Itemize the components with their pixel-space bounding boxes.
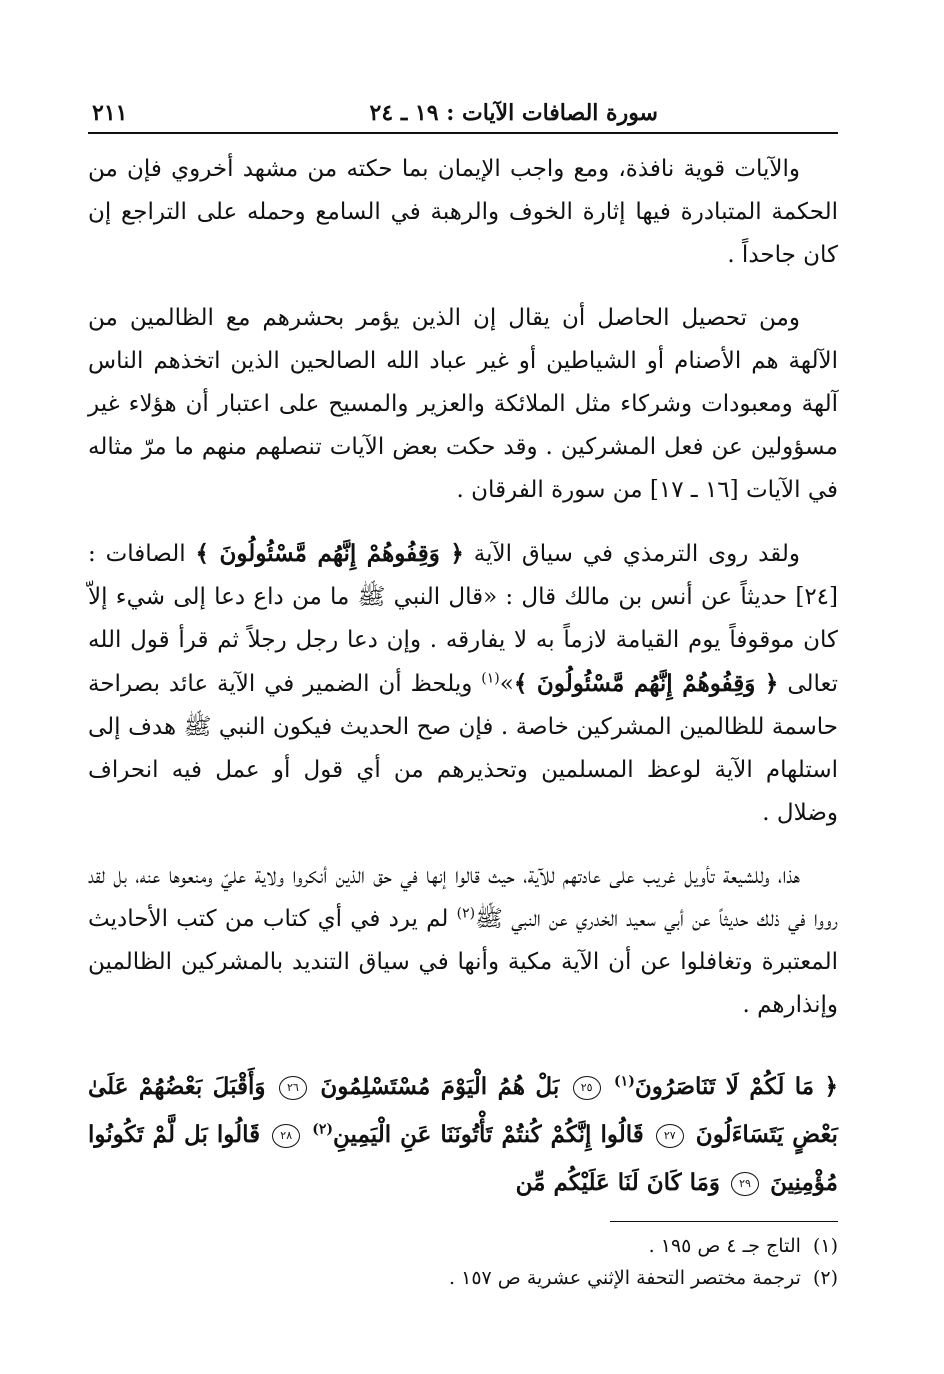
verse-30-start: وَمَا كَانَ لَنَا عَلَيْكُم مِّن (515, 1169, 721, 1196)
paragraph-3-intro: ولقد روى الترمذي في سياق الآية (473, 541, 801, 567)
verse-26: بَلْ هُمُ الْيَوْمَ مُسْتَسْلِمُونَ (320, 1073, 560, 1100)
verse-number-27: ٢٧ (656, 1124, 684, 1148)
footnote-1 (88, 1230, 838, 1262)
footnote-ref[interactable]: (٢) (456, 905, 476, 922)
footnote-ref[interactable]: (٢) (312, 1121, 334, 1138)
paragraph-2: ومن تحصيل الحاصل أن يقال إن الذين يؤمر بحشرهم مع الظالمين من الآلهة هم الأصنام أو الشياطين أو غير عباد الله الصالحين الذين اتخذهم الناس آلهة ومعبودات وشركاء مثل الملائكة والعزير والمسيح على اعتبار أن هؤلاء غير مسؤولين عن فعل المشركين . وقد حكت بعض الآيات تنصلهم منهم ما مرّ مثاله في الآيات [١٦ ـ ١٧] من سورة الفرقان . (88, 305, 838, 503)
verse-open-bracket: ﴿ (824, 1073, 838, 1100)
surah-reference: الصافات : [٢٤] (88, 541, 839, 610)
book-page (88, 96, 838, 1294)
footnote-text: التاج جـ ٤ ص ١٩٥ . (648, 1235, 801, 1257)
running-title: سورة الصافات الآيات : ١٩ ـ ٢٤ (369, 100, 658, 126)
quran-quote: ﴿ وَقِفُوهُمْ إِنَّهُم مَّسْئُولُونَ ﴾ (513, 670, 779, 697)
verse-27: وَأَقْبَلَ بَعْضُهُمْ عَلَىٰ بَعْضٍ يَتَسَاءَلُونَ (88, 1073, 838, 1148)
quran-verses (88, 1063, 838, 1207)
quote-close: » (499, 671, 514, 697)
verse-28: قَالُوا إِنَّكُمْ كُنتُمْ تَأْتُونَنَا عَنِ الْيَمِينِ (333, 1121, 644, 1148)
main-text (88, 148, 838, 1027)
footnote-ref[interactable]: (١) (481, 670, 500, 687)
footnote-divider (610, 1221, 838, 1222)
footnote-mark: (١) (812, 1235, 838, 1257)
verse-number-26: ٢٦ (279, 1076, 307, 1100)
paragraph-4 (88, 855, 838, 1027)
verse-number-25: ٢٥ (573, 1076, 601, 1100)
verse-25: مَا لَكُمْ لَا تَنَاصَرُونَ (634, 1073, 815, 1100)
footnote-2 (88, 1262, 838, 1294)
paragraph-4-start: هذا، وللشيعة تأويل غريب على عادتهم للآية، حيث قالوا إنها في حق الذين أنكروا ولاية عليّ ومنعوها عنه، بل لقد رووا في ذلك حديثاً عن أبي سعيد الخدري عن النبي ﷺ (88, 863, 838, 932)
footnote-ref[interactable]: (١) (614, 1073, 635, 1090)
paragraph-1: والآيات قوية نافذة، ومع واجب الإيمان بما حكته من مشهد أخروي فإن من الحكمة المتبادرة فيها إثارة الخوف والرهبة في السامع وحمله على التراجع إن كان جاحداً . (88, 156, 838, 268)
footnote-mark: (٢) (812, 1267, 838, 1289)
footnote-text: ترجمة مختصر التحفة الإثني عشرية ص ١٥٧ . (449, 1267, 801, 1289)
footnotes (88, 1230, 838, 1294)
page-header (88, 96, 838, 134)
paragraph-3-end: ويلحظ أن الضمير في الآية عائد بصراحة حاسمة للظالمين المشركين خاصة . فإن صح الحديث فيكون النبي ﷺ هدف إلى استلهام الآية لوعظ المسلمين وتحذيرهم من أي قول أو عمل فيه انحراف وضلال . (88, 671, 838, 826)
paragraph-4-end: لم يرد في أي كتاب من كتب الأحاديث المعتبرة وتغافلوا عن أن الآية مكية وأنها في سياق التنديد بالمشركين الظالمين وإنذارهم . (88, 906, 838, 1018)
verse-29: قَالُوا بَل لَّمْ تَكُونُوا مُؤْمِنِينَ (88, 1121, 838, 1196)
page-number: ٢١١ (92, 100, 128, 126)
quran-quote: ﴿ وَقِفُوهُمْ إِنَّهُم مَّسْئُولُونَ ﴾ (195, 540, 464, 567)
paragraph-3 (88, 532, 838, 835)
verse-number-28: ٢٨ (272, 1124, 300, 1148)
verse-number-29: ٢٩ (731, 1172, 759, 1196)
hadith-text: حديثاً عن أنس بن مالك قال : «قال النبي ﷺ ما من داع دعا إلى شيء إلاّ كان موقوفاً يوم القيامة لازماً به لا يفارقه . وإن دعا رجل رجلاً ثم قرأ قول الله تعالى (88, 584, 838, 697)
